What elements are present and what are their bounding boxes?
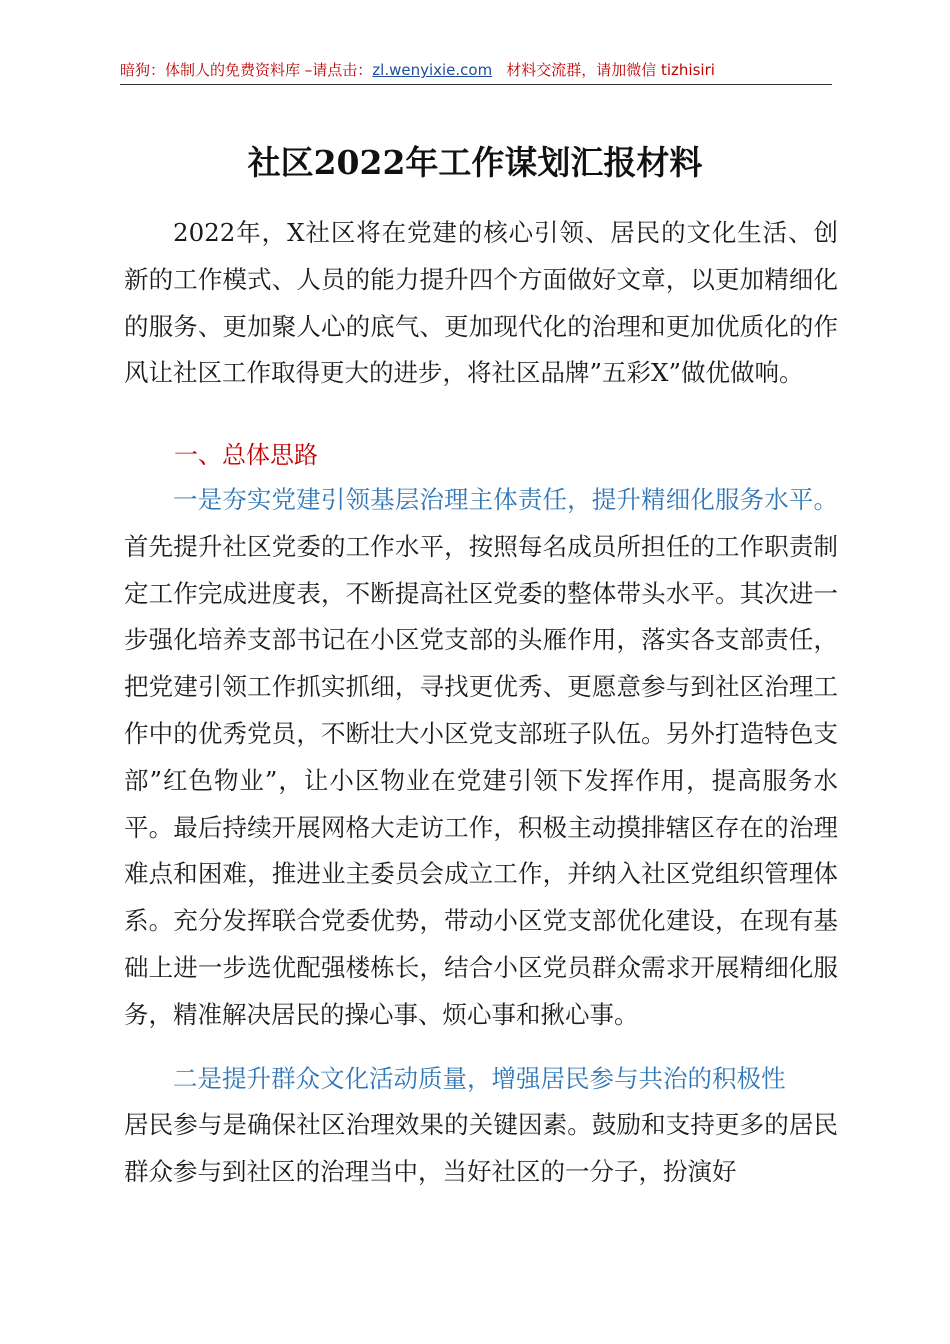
point-one-body: 首先提升社区党委的工作水平，按照每名成员所担任的工作职责制定工作完成进度表，不断提高社区党委的整体带头水平。其次进一步强化培养支部书记在小区党支部的头雁作用，落实各支部责任，把党建引领工作抓实抓细，寻找更优秀、更愿意参与到社区治理工作中的优秀党员，不断壮大小区党支部班子队伍。另外打造特色支部”红色物业”，让小区物业在党建引领下发挥作用，提高服务水平。最后持续开展网格大走访工作，积极主动摸排辖区存在的治理难点和困难，推进业主委员会成立工作，并纳入社区党组织管理体系。充分发挥联合党委优势，带动小区党支部优化建设，在现有基础上进一步选优配强楼栋长，结合小区党员群众需求开展精细化服务，精准解决居民的操心事、烦心事和揪心事。 bbox=[124, 531, 838, 1029]
document-title: 社区2022年工作谋划汇报材料 bbox=[247, 143, 703, 182]
header-contact: 材料交流群，请加微信 tizhisiri bbox=[506, 61, 715, 79]
point-two-lead: 二是提升群众文化活动质量，增强居民参与共治的积极性 bbox=[173, 1064, 786, 1093]
intro-paragraph: 2022年，X社区将在党建的核心引领、居民的文化生活、创新的工作模式、人员的能力提升四个方面做好文章，以更加精细化的服务、更加聚人心的底气、更加现代化的治理和更加优质化的作风让社区工作取得更大的进步，将社区品牌”五彩X”做优做响。 bbox=[124, 218, 838, 388]
page-header bbox=[120, 58, 830, 82]
header-divider bbox=[120, 84, 832, 85]
point-two-body: 居民参与是确保社区治理效果的关键因素。鼓励和支持更多的居民群众参与到社区的治理当中，当好社区的一分子，扮演好 bbox=[124, 1110, 838, 1186]
point-one-paragraph bbox=[124, 477, 838, 1039]
header-prefix: 暗狗：体制人的免费资料库 –请点击： bbox=[120, 61, 373, 79]
point-one-lead: 一是夯实党建引领基层治理主体责任，提升精细化服务水平。 bbox=[173, 485, 838, 514]
header-link[interactable]: zl.wenyixie.com bbox=[372, 61, 493, 79]
section-heading: 一、总体思路 bbox=[174, 441, 318, 469]
